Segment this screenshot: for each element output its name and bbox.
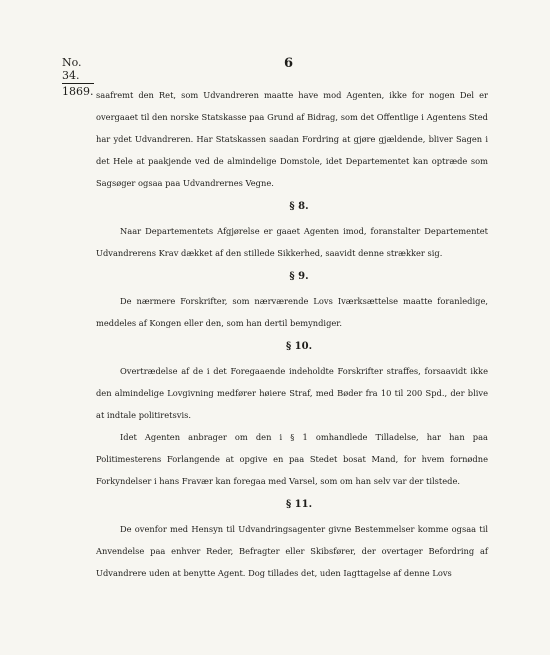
paragraph-section-10a: Overtrædelse af de i det Foregaaende indeholdte Forskrifter straffes, forsaavidt ikke den almindelige Lovgivning medfører høiere Straf, med Bøder fra 10 til 200 Spd., der blive at indtale politiretsvis. [96,366,488,420]
paragraph-section-9: De nærmere Forskrifter, som nærværende Lovs Iværksættelse maatte foranledige, meddeles af Kongen eller den, som han dertil bemyndiger. [96,296,488,328]
section-heading-10: § 10. [285,341,313,352]
law-number: No. 34. [62,56,94,84]
paragraph-section-8: Naar Departementets Afgjørelse er gaaet Agenten imod, foranstalter Departementet Udvandrerens Krav dækket af den stillede Sikkerhed, saavidt denne strækker sig. [96,226,488,258]
law-year: 1869. [62,85,94,98]
page-number: 6 [283,56,294,71]
body-text [96,84,488,584]
section-heading-8: § 8. [289,201,309,212]
section-heading-11: § 11. [285,499,313,510]
paragraph-section-10b: Idet Agenten anbrager om den i § 1 omhandlede Tilladelse, har han paa Politimesterens Forlangende at opgive en paa Stedet bosat Mand, for hvem fornødne Forkyndelser i hans Fravær kan foregaa med Varsel, som om han selv var der tilstede. [96,432,488,486]
paragraph-section-11: De ovenfor med Hensyn til Udvandringsagenter givne Bestemmelser komme ogsaa til Anvendelse paa enhver Reder, Befragter eller Skibsfører, der overtager Befordring af Udvandrere uden at benytte Agent. Dog tillades det, uden Iagttagelse af denne Lovs [96,524,488,578]
paragraph-continuation: saafremt den Ret, som Udvandreren maatte have mod Agenten, ikke for nogen Del er overgaaet til den norske Statskasse paa Grund af Bidrag, som det Offentlige i Agentens Sted har ydet Udvandreren. Har Statskassen saadan Fordring at gjøre gjældende, bliver Sagen i det Hele at paakjende ved de almindelige Domstole, idet Departementet kan optræde som Sagsøger ogsaa paa Udvandrernes Vegne. [96,90,488,188]
section-heading-9: § 9. [289,271,309,282]
